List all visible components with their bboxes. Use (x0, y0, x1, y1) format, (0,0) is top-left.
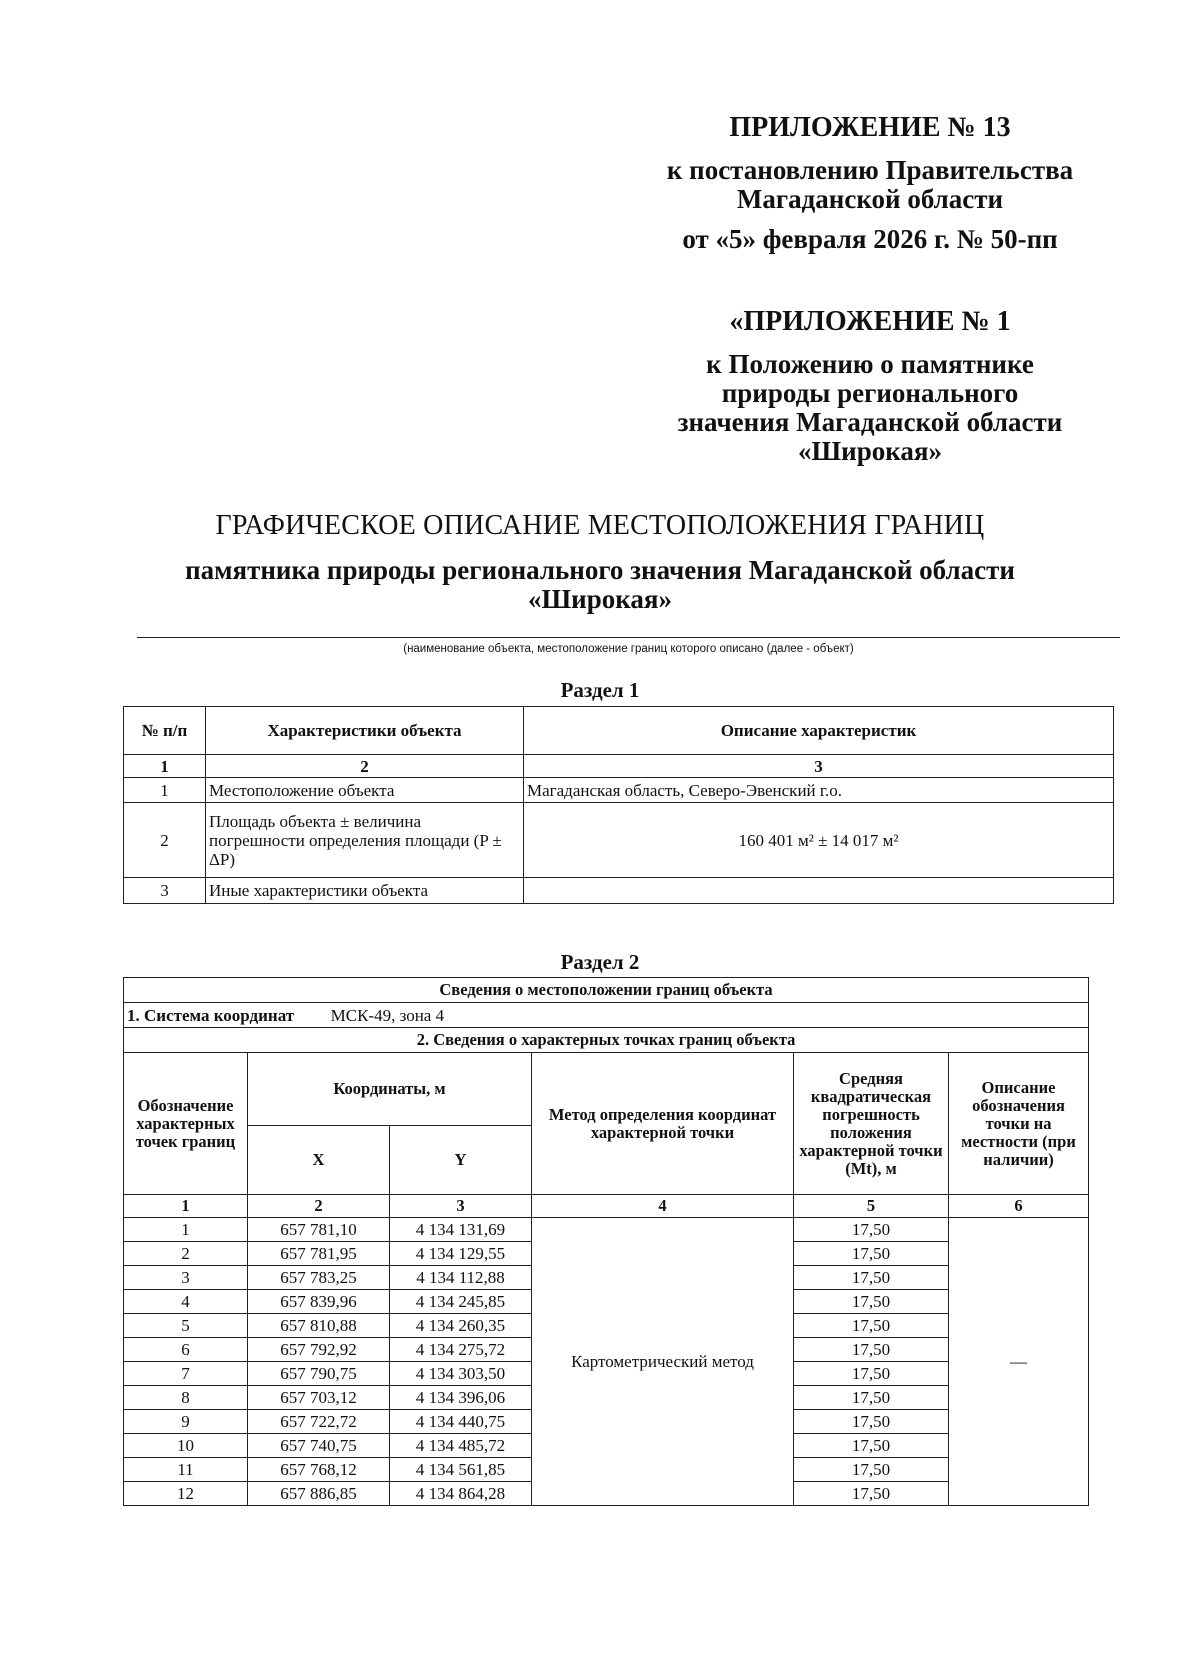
object-name-caption: (наименование объекта, местоположение границ которого описано (далее - объект) (403, 643, 854, 655)
coord-y: 4 134 129,55 (390, 1242, 532, 1266)
coordinate-system-row (124, 1003, 1089, 1028)
section-2-table (123, 977, 1089, 1506)
coordinate-system-value: МСК-49, зона 4 (330, 1005, 445, 1025)
point-number: 10 (124, 1434, 248, 1458)
coordinate-system-label: 1. Система координат (127, 1005, 295, 1025)
appendix-13-title: ПРИЛОЖЕНИЕ № 13 (729, 112, 1011, 143)
regulation-line-3: значения Магаданской области (677, 407, 1063, 437)
coord-x: 657 783,25 (248, 1266, 390, 1290)
region-line: Магаданской области (736, 184, 1004, 214)
header-method: Метод определения координат характерной точки (532, 1053, 794, 1195)
section-2-title: Раздел 2 (560, 950, 640, 974)
coord-y: 4 134 275,72 (390, 1338, 532, 1362)
col-number-6: 6 (949, 1195, 1089, 1218)
appendix-1-title: «ПРИЛОЖЕНИЕ № 1 (729, 306, 1011, 337)
mt-error: 17,50 (794, 1386, 949, 1410)
coord-x: 657 781,10 (248, 1218, 390, 1242)
col-number-5: 5 (794, 1195, 949, 1218)
mt-error: 17,50 (794, 1314, 949, 1338)
point-number: 5 (124, 1314, 248, 1338)
point-number: 12 (124, 1482, 248, 1506)
subtitle-line-2: «Широкая» (528, 584, 672, 614)
method-cell: Картометрический метод (532, 1218, 794, 1506)
col-number-2: 2 (248, 1195, 390, 1218)
col-number-1: 1 (124, 755, 206, 778)
col-number-4: 4 (532, 1195, 794, 1218)
resolution-line: к постановлению Правительства (666, 155, 1074, 185)
coord-y: 4 134 561,85 (390, 1458, 532, 1482)
col-number-2: 2 (206, 755, 524, 778)
coord-y: 4 134 440,75 (390, 1410, 532, 1434)
document-title: ГРАФИЧЕСКОЕ ОПИСАНИЕ МЕСТОПОЛОЖЕНИЯ ГРАНИЦ (215, 510, 985, 541)
header-number: № п/п (124, 707, 206, 755)
header-point: Обозначение характерных точек границ (124, 1053, 248, 1195)
table-row (124, 1218, 1089, 1242)
coord-y: 4 134 303,50 (390, 1362, 532, 1386)
coord-y: 4 134 864,28 (390, 1482, 532, 1506)
coord-x: 657 790,75 (248, 1362, 390, 1386)
row-description: Магаданская область, Северо-Эвенский г.о. (524, 778, 1114, 803)
header-error: Средняя квадратическая погрешность положения характерной точки (Mt), м (794, 1053, 949, 1195)
header-description: Описание характеристик (524, 707, 1114, 755)
coord-y: 4 134 260,35 (390, 1314, 532, 1338)
mt-error: 17,50 (794, 1266, 949, 1290)
section-1-table (123, 706, 1114, 904)
row-description: 160 401 м² ± 14 017 м² (524, 803, 1114, 878)
header-y: Y (390, 1126, 532, 1195)
point-number: 11 (124, 1458, 248, 1482)
row-characteristic: Площадь объекта ± величина погрешности определения площади (P ± ΔP) (206, 803, 524, 878)
coord-x: 657 792,92 (248, 1338, 390, 1362)
mt-error: 17,50 (794, 1218, 949, 1242)
resolution-date: от «5» февраля 2026 г. № 50-пп (682, 224, 1058, 254)
col-number-3: 3 (390, 1195, 532, 1218)
col-number-3: 3 (524, 755, 1114, 778)
table-row (124, 878, 1114, 904)
mt-error: 17,50 (794, 1242, 949, 1266)
point-number: 6 (124, 1338, 248, 1362)
col-number-1: 1 (124, 1195, 248, 1218)
coord-x: 657 768,12 (248, 1458, 390, 1482)
point-number: 1 (124, 1218, 248, 1242)
description-cell: — (949, 1218, 1089, 1506)
points-heading: 2. Сведения о характерных точках границ объекта (124, 1028, 1089, 1053)
mt-error: 17,50 (794, 1434, 949, 1458)
coord-y: 4 134 396,06 (390, 1386, 532, 1410)
regulation-line-2: природы регионального (721, 378, 1019, 408)
coord-x: 657 740,75 (248, 1434, 390, 1458)
header-coordinates: Координаты, м (248, 1053, 532, 1126)
subtitle-line-1: памятника природы регионального значения Магаданской области (185, 555, 1015, 585)
coord-x: 657 810,88 (248, 1314, 390, 1338)
section-1-title: Раздел 1 (560, 678, 640, 702)
coord-x: 657 703,12 (248, 1386, 390, 1410)
point-number: 4 (124, 1290, 248, 1314)
coord-x: 657 839,96 (248, 1290, 390, 1314)
coord-y: 4 134 112,88 (390, 1266, 532, 1290)
row-characteristic: Местоположение объекта (206, 778, 524, 803)
row-number: 1 (124, 778, 206, 803)
coord-y: 4 134 485,72 (390, 1434, 532, 1458)
coord-y: 4 134 131,69 (390, 1218, 532, 1242)
point-number: 7 (124, 1362, 248, 1386)
point-number: 8 (124, 1386, 248, 1410)
regulation-line-1: к Положению о памятнике (706, 349, 1034, 379)
point-number: 2 (124, 1242, 248, 1266)
point-number: 3 (124, 1266, 248, 1290)
coord-x: 657 886,85 (248, 1482, 390, 1506)
header-characteristic: Характеристики объекта (206, 707, 524, 755)
point-number: 9 (124, 1410, 248, 1434)
coord-y: 4 134 245,85 (390, 1290, 532, 1314)
row-number: 3 (124, 878, 206, 904)
header-point-description: Описание обозначения точки на местности (при наличии) (949, 1053, 1089, 1195)
mt-error: 17,50 (794, 1290, 949, 1314)
row-description (524, 878, 1114, 904)
underline-rule (137, 637, 1120, 638)
mt-error: 17,50 (794, 1410, 949, 1434)
document-subtitle (100, 556, 1100, 614)
mt-error: 17,50 (794, 1362, 949, 1386)
row-number: 2 (124, 803, 206, 878)
row-characteristic: Иные характеристики объекта (206, 878, 524, 904)
header-x: X (248, 1126, 390, 1195)
mt-error: 17,50 (794, 1338, 949, 1362)
mt-error: 17,50 (794, 1482, 949, 1506)
location-heading: Сведения о местоположении границ объекта (124, 978, 1089, 1003)
regulation-line-4: «Широкая» (798, 436, 942, 466)
mt-error: 17,50 (794, 1458, 949, 1482)
coord-x: 657 781,95 (248, 1242, 390, 1266)
table-row (124, 778, 1114, 803)
coord-x: 657 722,72 (248, 1410, 390, 1434)
table-row (124, 803, 1114, 878)
